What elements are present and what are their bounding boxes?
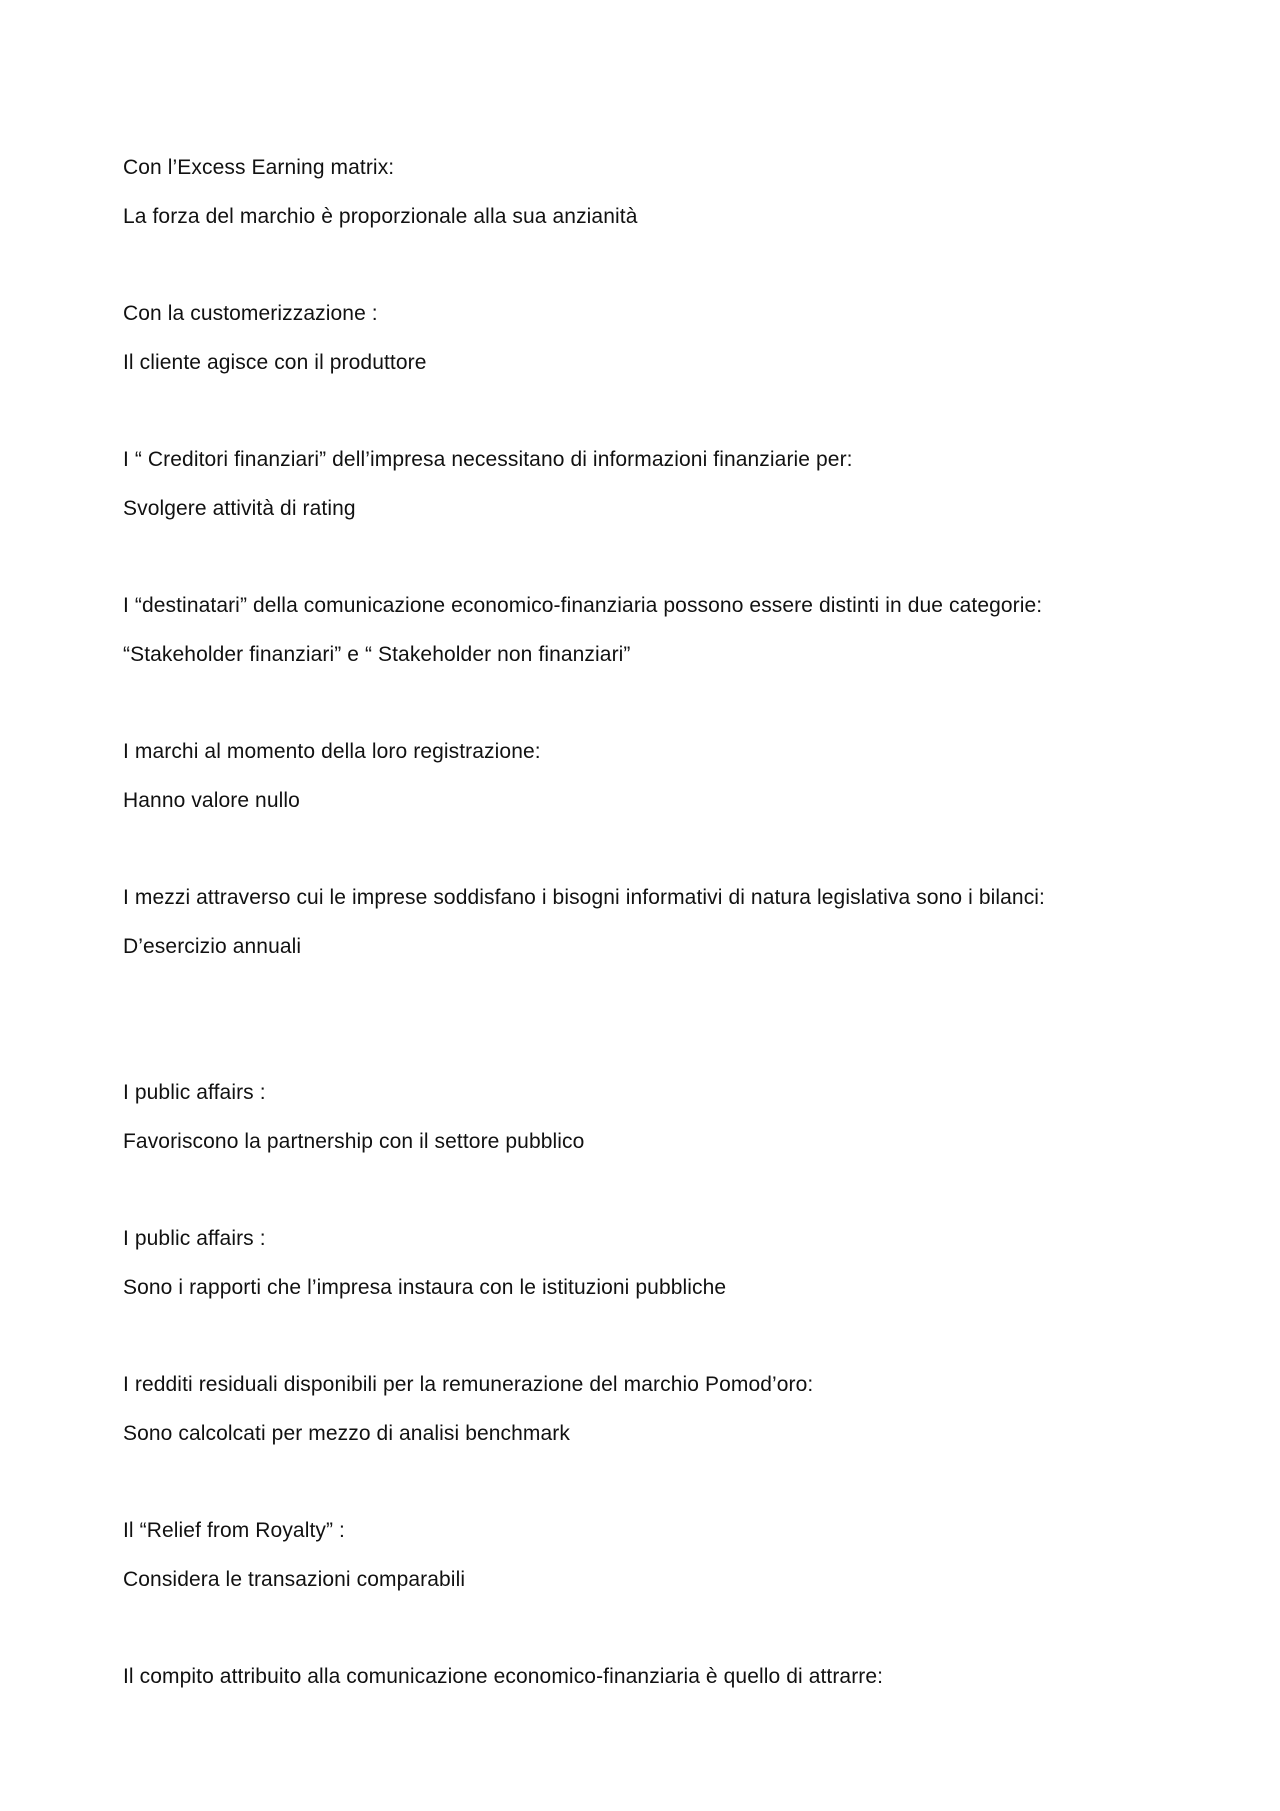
question-text: I “destinatari” della comunicazione economico-finanziaria possono essere distinti in due categorie: <box>123 594 1043 617</box>
question-text: I public affairs : <box>123 1081 266 1104</box>
answer-text: Favoriscono la partnership con il settore pubblico <box>123 1130 585 1153</box>
answer-text: Svolgere attività di rating <box>123 497 356 520</box>
answer-text: Il cliente agisce con il produttore <box>123 351 427 374</box>
question-text: I marchi al momento della loro registrazione: <box>123 740 541 763</box>
question-text: I “ Creditori finanziari” dell’impresa necessitano di informazioni finanziarie per: <box>123 448 853 471</box>
question-text: Con la customerizzazione : <box>123 302 378 325</box>
answer-text: Sono calcolcati per mezzo di analisi benchmark <box>123 1422 570 1445</box>
question-text: I redditi residuali disponibili per la remunerazione del marchio Pomod’oro: <box>123 1373 814 1396</box>
answer-text: La forza del marchio è proporzionale alla sua anzianità <box>123 205 638 228</box>
question-text: I mezzi attraverso cui le imprese soddisfano i bisogni informativi di natura legislativa sono i bilanci: <box>123 886 1045 909</box>
answer-text: D’esercizio annuali <box>123 935 302 958</box>
answer-text: “Stakeholder finanziari” e “ Stakeholder non finanziari” <box>123 643 631 666</box>
question-text: Il “Relief from Royalty” : <box>123 1519 345 1542</box>
answer-text: Sono i rapporti che l’impresa instaura con le istituzioni pubbliche <box>123 1276 727 1299</box>
question-text: Il compito attribuito alla comunicazione economico-finanziaria è quello di attrarre: <box>123 1665 884 1688</box>
answer-text: Hanno valore nullo <box>123 789 300 812</box>
answer-text: Considera le transazioni comparabili <box>123 1568 466 1591</box>
question-text: Con l’Excess Earning matrix: <box>123 156 395 179</box>
question-text: I public affairs : <box>123 1227 266 1250</box>
